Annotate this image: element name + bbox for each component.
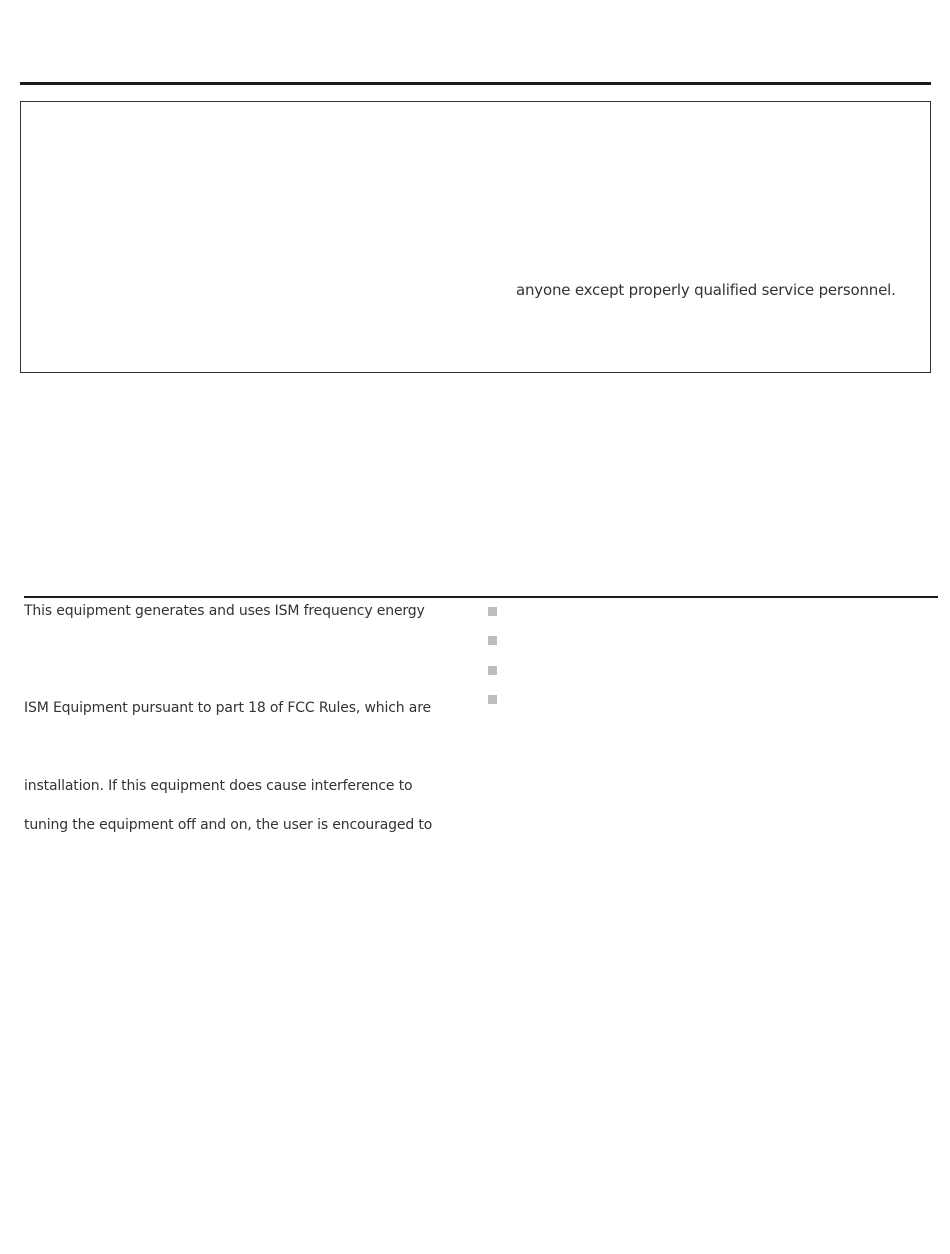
- fcc-text-line: ISM Equipment pursuant to part 18 of FCC Rules, which are: [24, 700, 431, 716]
- section-divider: [24, 596, 938, 598]
- bullet-square-icon: [488, 666, 497, 675]
- warning-text: anyone except properly qualified service personnel.: [516, 281, 896, 299]
- bullet-square-icon: [488, 636, 497, 645]
- fcc-text-line: This equipment generates and uses ISM frequency energy: [24, 603, 425, 619]
- warning-box: [20, 101, 931, 373]
- fcc-text-line: tuning the equipment off and on, the user is encouraged to: [24, 817, 433, 833]
- top-divider: [20, 82, 931, 85]
- bullet-square-icon: [488, 607, 497, 616]
- bullet-square-icon: [488, 695, 497, 704]
- fcc-text-line: installation. If this equipment does cause interference to: [24, 778, 413, 794]
